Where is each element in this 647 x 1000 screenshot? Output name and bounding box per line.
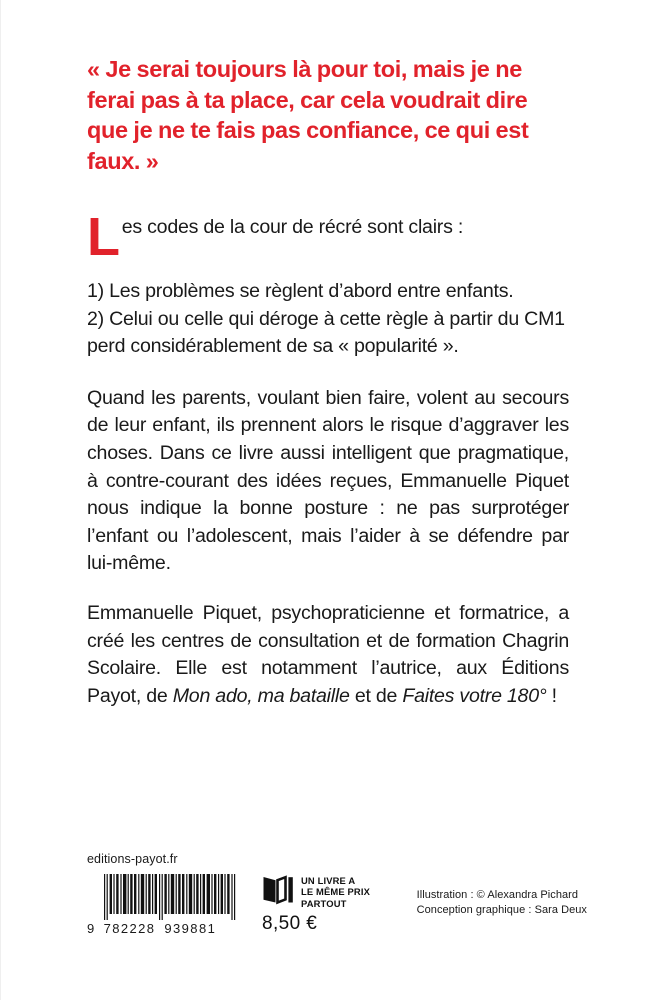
bio-text-part-2: et de xyxy=(349,684,403,707)
price-notice-line-3: PARTOUT xyxy=(301,897,347,909)
price-notice xyxy=(262,874,397,909)
bio-text-part-1: Emmanuelle Piquet, psychopraticienne et formatrice, a créé les centres de consultation et de formation Chagrin Scolaire. Elle est notamment l’autrice, aux Éditions Payot, de xyxy=(87,601,569,707)
price-block xyxy=(262,874,397,935)
price-value: 8,50 € xyxy=(262,913,318,935)
rule-item-1: 1) Les problèmes se règlent d’abord entre enfants. xyxy=(87,280,514,302)
drop-cap-letter: L xyxy=(87,207,120,267)
rule-item-2: 2) Celui ou celle qui déroge à cette règle à partir du CM1 perd considérablement de sa « popularité ». xyxy=(87,307,565,358)
price-notice-line-2: LE MÊME PRIX xyxy=(301,886,370,898)
description-paragraph: Quand les parents, voulant bien faire, volent au secours de leur enfant, ils prennent alors le risque d’aggraver les choses. Dans ce livre aussi intelligent que pragmatique, à contre-courant des idées reçues, Emmanuelle Piquet nous indique la bonne posture : ne pas surprotéger l’enfant ou l’adolescent, mais l’aider à se défendre par lui-même. xyxy=(87,386,569,575)
cover-content xyxy=(87,54,569,710)
price-notice-text xyxy=(301,874,370,909)
rules-list xyxy=(87,278,569,361)
isbn-lead-digit: 9 xyxy=(87,921,96,936)
footer-row xyxy=(87,874,587,936)
barcode-bars-icon xyxy=(104,874,236,920)
isbn-barcode xyxy=(87,874,236,936)
isbn-group-2: 939881 xyxy=(164,921,217,936)
book-title-1: Mon ado, ma bataille xyxy=(172,684,350,707)
bio-text-part-3: ! xyxy=(546,684,557,707)
intro-text: es codes de la cour de récré sont clairs : xyxy=(121,216,464,238)
price-notice-line-1: UN LIVRE A xyxy=(301,875,356,886)
isbn-digits xyxy=(87,921,236,936)
open-book-icon xyxy=(262,875,294,905)
intro-line xyxy=(87,207,569,267)
pull-quote: « Je serai toujours là pour toi, mais je ne ferai pas à ta place, car cela voudrait dire que je ne te fais pas confiance, ce qui est faux. » xyxy=(87,56,529,174)
isbn-group-1: 782228 xyxy=(103,921,156,936)
cover-footer xyxy=(87,852,587,936)
credit-design: Conception graphique : Sara Deux xyxy=(416,903,587,916)
credits-block xyxy=(417,874,587,917)
author-bio xyxy=(87,600,569,710)
publisher-website[interactable]: editions-payot.fr xyxy=(87,852,178,866)
book-title-2: Faites votre 180° xyxy=(402,684,547,707)
credit-illustration: Illustration : © Alexandra Pichard xyxy=(416,889,579,901)
